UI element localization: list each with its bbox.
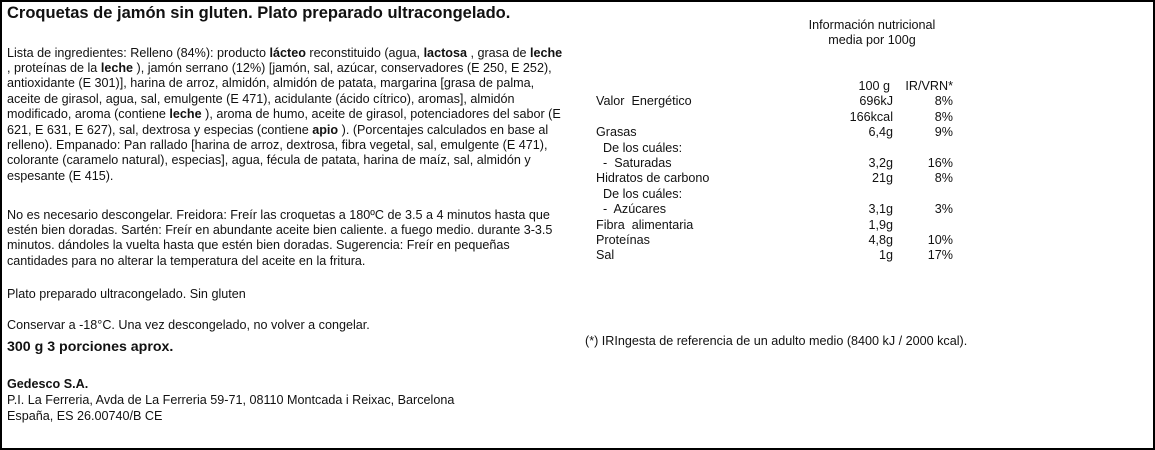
ingredients-list bbox=[7, 46, 567, 185]
nutrient-value: 4,8g bbox=[868, 232, 893, 247]
nutrient-ir: 16% bbox=[927, 155, 953, 170]
nutrient-value: 696kJ bbox=[859, 94, 893, 109]
nutrient-ir: 17% bbox=[927, 248, 953, 263]
nutrient-value: 21g bbox=[871, 171, 893, 186]
ingredients-text: ), jamón serrano (12%) [jamón, sal, azúcar, conservadores (E 250, E 252), antioxidante (E 301)], harina de arroz, almidón, almidón de patata, margarina [grasa de palma, aceite de girasol, agua, sal, emulgente (E 471), acidulante (ácido cítrico), aromas], almidón modificado, aroma (contiene bbox=[7, 61, 552, 122]
nutrient-ir: 9% bbox=[934, 125, 953, 140]
ingredients-text: , grasa de bbox=[466, 45, 530, 60]
column-amount: 100 g bbox=[858, 79, 890, 93]
conservation-instructions: Conservar a -18°C. Una vez descongelado, no volver a congelar. bbox=[7, 317, 370, 332]
nutrient-ir: 10% bbox=[927, 232, 953, 247]
allergen: leche bbox=[529, 45, 563, 60]
nutrient-ir: 3% bbox=[934, 202, 953, 217]
nutrition-row bbox=[594, 187, 964, 202]
nutrition-footnote: (*) IRIngesta de referencia de un adulto medio (8400 kJ / 2000 kcal). bbox=[585, 334, 968, 348]
allergen: leche bbox=[169, 107, 202, 122]
nutrient-ir: 8% bbox=[934, 109, 953, 124]
ingredients-text: , proteínas de la bbox=[7, 61, 101, 75]
nutrition-row bbox=[594, 94, 964, 109]
allergen: apio bbox=[312, 122, 339, 137]
nutrition-row bbox=[594, 156, 964, 171]
nutrient-label: - Saturadas bbox=[596, 155, 672, 170]
allergen: leche bbox=[100, 61, 134, 75]
product-type: Plato preparado ultracongelado. Sin gluten bbox=[7, 286, 246, 301]
nutrition-header bbox=[792, 18, 952, 49]
nutrition-row bbox=[594, 218, 964, 233]
ingredients-text: reconstituido (agua, bbox=[305, 45, 424, 60]
company-info bbox=[7, 376, 454, 424]
nutrient-value: 6,4g bbox=[868, 125, 893, 140]
preparation-instructions: No es necesario descongelar. Freidora: Freír las croquetas a 180ºC de 3.5 a 4 minutos hasta que estén bien doradas. Sartén: Freír en abundante aceite bien caliente. a fuego medio. durante 3-3.5 minutos. dándoles la vuelta hasta que estén bien doradas. Sugerencia: Freír en pequeñas cantidades para no alterar la temperatura del aceite en la fritura. bbox=[7, 207, 553, 268]
nutrient-ir: 8% bbox=[934, 171, 953, 186]
net-weight: 300 g 3 porciones aprox. bbox=[7, 339, 174, 355]
nutrition-table bbox=[594, 79, 964, 264]
nutrition-row bbox=[594, 171, 964, 186]
ingredients-text: Lista de ingredientes: Relleno (84%): producto bbox=[7, 45, 270, 60]
nutrition-row bbox=[594, 141, 964, 156]
column-ir: IR/VRN* bbox=[905, 79, 953, 93]
allergen: lactosa bbox=[423, 45, 467, 60]
nutrition-row bbox=[594, 125, 964, 140]
ingredients-text: ). (Porcentajes calculados en base al relleno). Empanado: Pan rallado [harina de arroz, dextrosa, fibra vegetal, sal, emulgente (E 471), colorante (caramelo natural), especias], agua, fécula de patata, harina de maíz, sal, almidón y espesante (E 415). bbox=[7, 122, 549, 183]
ingredients-text: ), aroma de humo, aceite de girasol, potenciadores del sabor (E 621, E 631, E 627), sal, dextrosa y especias (contiene bbox=[7, 107, 561, 137]
nutrition-row bbox=[594, 202, 964, 217]
product-title: Croquetas de jamón sin gluten. Plato preparado ultracongelado. bbox=[7, 4, 511, 22]
nutrition-row bbox=[594, 110, 964, 125]
nutrient-label: De los cuáles: bbox=[596, 140, 683, 155]
nutrition-title: Información nutricional bbox=[808, 18, 936, 32]
nutrient-label: Hidratos de carbono bbox=[596, 171, 710, 186]
nutrient-label: De los cuáles: bbox=[596, 186, 683, 201]
company-registry: España, ES 26.00740/B CE bbox=[7, 409, 163, 423]
nutrient-label: Sal bbox=[596, 248, 615, 263]
nutrient-label: Fibra alimentaria bbox=[596, 217, 694, 232]
nutrient-value: 3,2g bbox=[868, 155, 893, 170]
nutrient-value: 1g bbox=[878, 248, 893, 263]
nutrient-label: Grasas bbox=[596, 125, 637, 140]
nutrition-subtitle: media por 100g bbox=[828, 33, 916, 48]
nutrient-value: 3,1g bbox=[868, 202, 893, 217]
nutrient-label: - Azúcares bbox=[596, 202, 666, 217]
nutrient-label: Proteínas bbox=[596, 232, 650, 247]
company-name: Gedesco S.A. bbox=[7, 377, 89, 391]
nutrient-ir: 8% bbox=[934, 94, 953, 109]
nutrient-label: Valor Energético bbox=[596, 94, 692, 109]
nutrition-row bbox=[594, 248, 964, 263]
nutrient-value: 1,9g bbox=[868, 217, 893, 232]
nutrition-table-header bbox=[594, 79, 964, 94]
nutrient-value: 166kcal bbox=[849, 109, 893, 124]
company-address: P.I. La Ferreria, Avda de La Ferreria 59-71, 08110 Montcada i Reixac, Barcelona bbox=[7, 393, 455, 407]
allergen: lácteo bbox=[269, 45, 306, 60]
nutrition-row bbox=[594, 233, 964, 248]
